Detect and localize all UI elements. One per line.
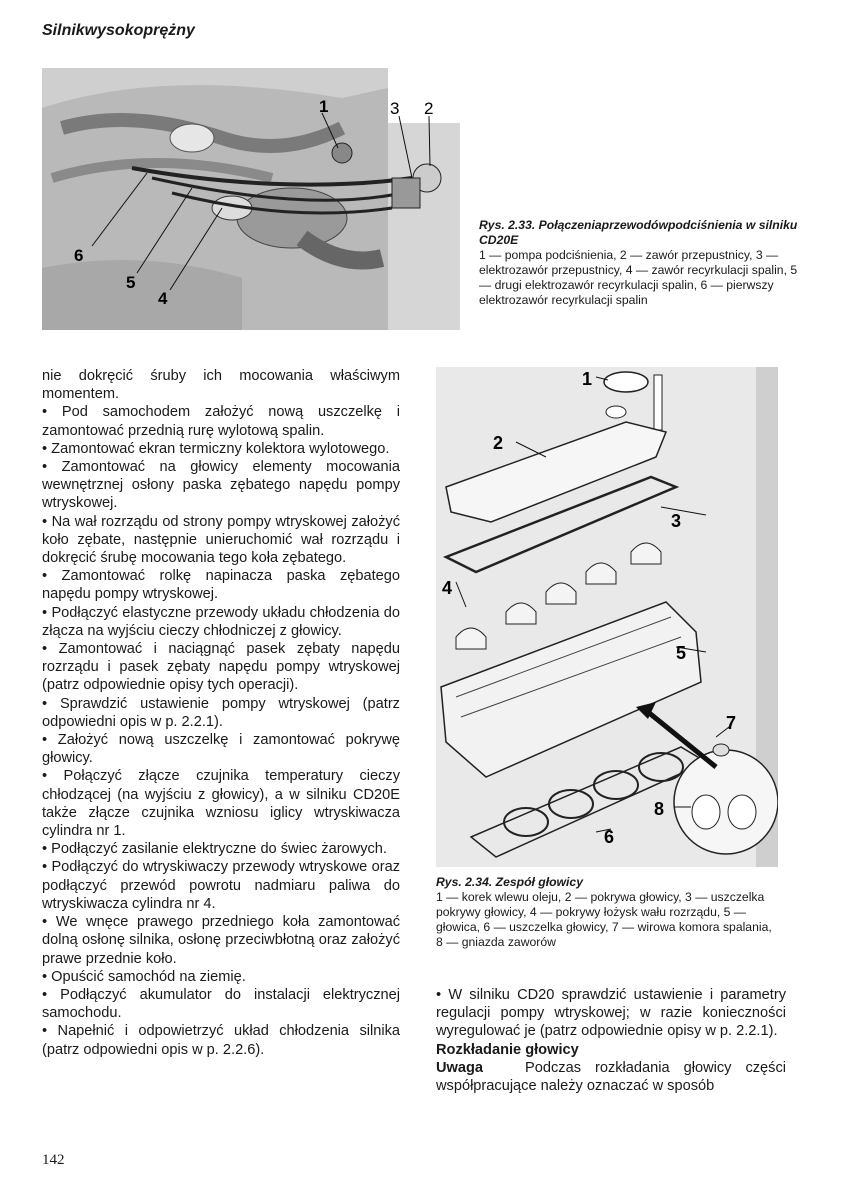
page-number: 142	[42, 1152, 65, 1168]
list-item: • Na wał rozrządu od strony pompy wtryskowej założyć koło zębate, następnie unieruchomić wał rozrządu i dokręcić śrubę mocowania tego koła zębatego.	[42, 513, 400, 568]
list-item: • Opuścić samochód na ziemię.	[42, 968, 400, 986]
engine-photo-illustration	[42, 68, 460, 330]
callout-1: 1	[582, 369, 593, 389]
list-item: • Połączyć złącze czujnika temperatury cieczy chłodzącej (na wyjściu z głowicy), a w silniku CD20E także złącze czujnika wzniosu iglicy wtryskiwacza cylindra nr 1.	[42, 767, 400, 840]
figure-cylinder-head-assembly	[436, 367, 778, 867]
callout-5: 5	[126, 273, 136, 292]
section-title: Rozkładanie głowicy	[436, 1041, 579, 1058]
uwaga-label: Uwaga	[436, 1059, 484, 1076]
left-text-column	[42, 367, 400, 1059]
list-item: • We wnęce prawego przedniego koła zamontować dolną osłonę silnika, osłonę przeciwbłotną oraz założyć prawe przednie koło.	[42, 913, 400, 968]
figure1-caption-title: Rys. 2.33. Połączeniaprzewodówpodciśnienia w silniku CD20E	[479, 218, 798, 247]
figure2-caption	[436, 875, 781, 950]
callout-3: 3	[390, 99, 400, 118]
callout-4: 4	[158, 289, 168, 308]
list-item: • Założyć nową uszczelkę i zamontować pokrywę głowicy.	[42, 731, 400, 767]
paragraph-continuation: nie dokręcić śruby ich mocowania właściwym momentem.	[42, 368, 400, 403]
uwaga-paragraph	[436, 1059, 786, 1095]
callout-8: 8	[654, 799, 665, 819]
list-item: • Pod samochodem założyć nową uszczelkę i zamontować przednią rurę wylotową spalin.	[42, 403, 400, 439]
callout-3: 3	[671, 511, 682, 531]
list-item: • Zamontować na głowicy elementy mocowania wewnętrznej osłony paska zębatego napędu pompy wtryskowej.	[42, 458, 400, 513]
list-item: • Podłączyć elastyczne przewody układu chłodzenia do złącza na wyjściu cieczy chłodniczej z głowicy.	[42, 604, 400, 640]
list-item: • Podłączyć do wtryskiwaczy przewody wtryskowe oraz podłączyć przewód powrotu nadmiaru paliwa do wtryskiwacza cylindra nr 4.	[42, 858, 400, 913]
right-text-column	[436, 986, 786, 1095]
cylinder-head-illustration	[436, 367, 778, 867]
callout-5: 5	[676, 643, 687, 663]
list-item: • Napełnić i odpowietrzyć układ chłodzenia silnika (patrz odpowiedni opis w p. 2.2.6).	[42, 1022, 400, 1058]
list-item: • Zamontować rolkę napinacza paska zębatego napędu pompy wtryskowej.	[42, 567, 400, 603]
list-item: • Sprawdzić ustawienie pompy wtryskowej (patrz odpowiedni opis w p. 2.2.1).	[42, 695, 400, 731]
figure2-caption-title: Rys. 2.34. Zespół głowicy	[436, 875, 583, 889]
figure1-caption-body: 1 — pompa podciśnienia, 2 — zawór przepustnicy, 3 — elektrozawór przepustnicy, 4 — zawór recyrkulacji spalin, 5 — drugi elektrozawór recyrkulacji spalin, 6 — pierwszy elektrozawór recyrkulacji spalin	[479, 248, 798, 307]
callout-7: 7	[726, 713, 737, 733]
figure2-caption-body: 1 — korek wlewu oleju, 2 — pokrywa głowicy, 3 — uszczelka pokrywy głowicy, 4 — pokrywy łożysk wału rozrządu, 5 — głowica, 6 — uszczelka głowicy, 7 — wirowa komora spalania, 8 — gniazda zaworów	[436, 890, 772, 949]
figure-engine-vacuum-hoses	[42, 68, 460, 330]
callout-2: 2	[424, 99, 434, 118]
list-item: • Podłączyć akumulator do instalacji elektrycznej samochodu.	[42, 986, 400, 1022]
list-item: • W silniku CD20 sprawdzić ustawienie i parametry regulacji pompy wtryskowej; w razie konieczności wyregulować je (patrz odpowiednie opisy w p. 2.2.1).	[436, 986, 786, 1041]
callout-4: 4	[442, 578, 453, 598]
figure1-caption	[479, 218, 799, 308]
callout-2: 2	[493, 433, 504, 453]
list-item: • Zamontować i naciągnąć pasek zębaty napędu rozrządu i pasek zębaty napędu pompy wtryskowej (patrz odpowiednie opisy tych operacji).	[42, 640, 400, 695]
list-item: • Zamontować ekran termiczny kolektora wylotowego.	[42, 440, 400, 458]
list-item: • Podłączyć zasilanie elektryczne do świec żarowych.	[42, 840, 400, 858]
callout-6: 6	[74, 246, 84, 265]
uwaga-text: Podczas rozkładania głowicy części współpracujące należy oznaczać w sposób	[436, 1059, 786, 1095]
callout-1: 1	[319, 97, 329, 116]
page-header: Silnikwysokoprężny	[42, 22, 195, 39]
callout-6: 6	[604, 827, 615, 847]
